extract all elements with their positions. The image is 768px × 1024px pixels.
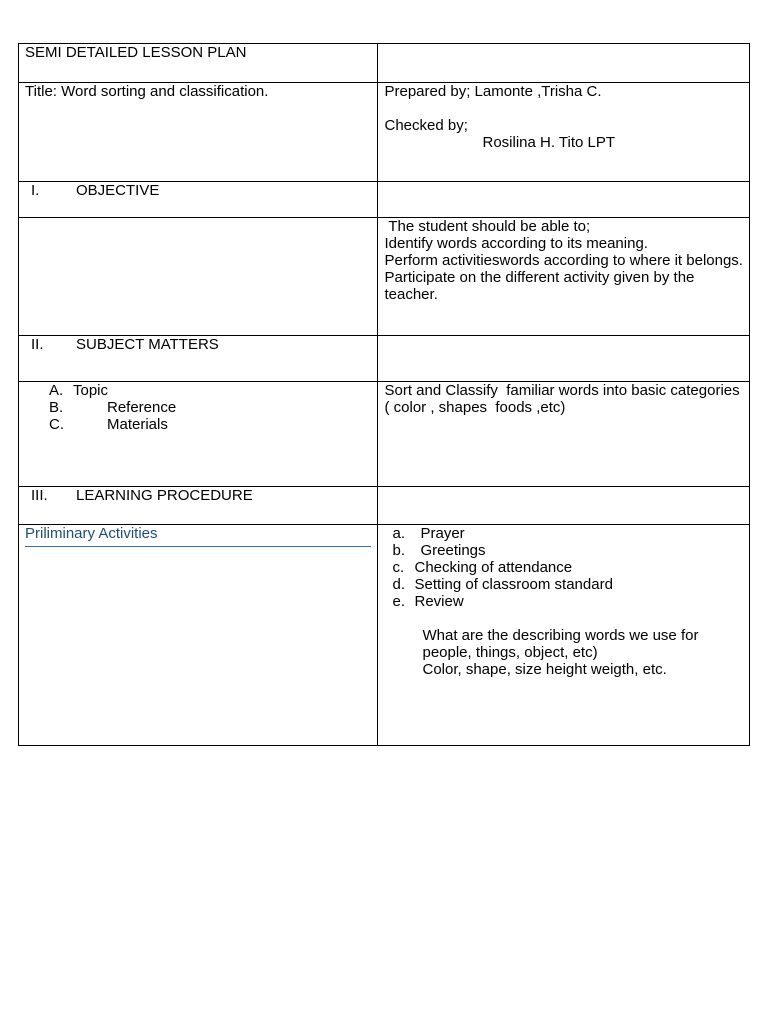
info-row — [19, 83, 750, 182]
section-heading: LEARNING PROCEDURE — [76, 487, 253, 504]
list-letter: c. — [392, 559, 405, 576]
section-number: II. — [31, 336, 44, 353]
section-heading: SUBJECT MATTERS — [76, 336, 219, 353]
blank-line — [392, 610, 743, 627]
list-label: Topic — [73, 382, 109, 399]
subject-heading — [25, 336, 371, 353]
list-letter: B. — [49, 399, 64, 416]
objective-item: Identify words according to its meaning. — [384, 235, 648, 252]
checked-by-name: Rosilina H. Tito LPT — [482, 134, 616, 151]
list-letter: b. — [392, 542, 405, 559]
lesson-title: Title: Word sorting and classification. — [25, 83, 269, 100]
section-number: III. — [31, 487, 48, 504]
checked-by-label: Checked by; — [384, 117, 468, 134]
list-letter: C. — [49, 416, 64, 433]
header-row — [19, 44, 750, 83]
procedure-heading-empty-cell — [378, 487, 750, 525]
list-label: Materials — [107, 416, 168, 433]
preliminary-cell — [19, 525, 378, 746]
list-item — [392, 542, 743, 559]
objective-item: Participate on the different activity given by the teacher. — [384, 269, 695, 303]
procedure-heading-row — [19, 487, 750, 525]
list-item — [49, 382, 371, 399]
objective-heading-empty-cell — [378, 182, 750, 218]
list-letter: a. — [392, 525, 405, 542]
procedure-heading — [25, 487, 371, 504]
procedure-content-row — [19, 525, 750, 746]
objective-heading-cell — [19, 182, 378, 218]
topic-text: Sort and Classify familiar words into basic categories ( color , shapes foods ,etc) — [384, 382, 744, 416]
subject-heading-row — [19, 336, 750, 382]
list-item — [392, 525, 743, 542]
subject-heading-cell — [19, 336, 378, 382]
list-letter: d. — [392, 576, 405, 593]
document-title: SEMI DETAILED LESSON PLAN — [25, 44, 247, 61]
objective-heading — [25, 182, 371, 199]
list-label: Setting of classroom standard — [414, 576, 613, 593]
list-item — [49, 399, 371, 416]
list-letter: A. — [49, 382, 64, 399]
objective-content-row — [19, 218, 750, 336]
objective-item: Perform activitieswords according to where it belongs. — [384, 252, 743, 269]
subject-content-row — [19, 382, 750, 487]
procedure-list — [384, 525, 743, 678]
subject-heading-empty-cell — [378, 336, 750, 382]
prepared-by: Prepared by; Lamonte ,Trisha C. — [384, 83, 602, 100]
list-label: Reference — [107, 399, 177, 416]
list-letter: e. — [392, 593, 405, 610]
procedure-list-cell — [378, 525, 750, 746]
section-heading: OBJECTIVE — [76, 182, 160, 199]
objective-empty-cell — [19, 218, 378, 336]
subject-list-cell — [19, 382, 378, 487]
list-label: Prayer — [420, 525, 465, 542]
list-label: Review — [414, 593, 464, 610]
header-empty-cell — [378, 44, 750, 83]
list-item — [392, 559, 743, 576]
review-answer: Color, shape, size height weigth, etc. — [422, 661, 667, 678]
objective-intro: The student should be able to; — [384, 218, 591, 235]
title-cell — [19, 83, 378, 182]
review-question: What are the describing words we use for people, things, object, etc) — [422, 627, 699, 661]
list-item — [392, 593, 743, 610]
prepared-cell — [378, 83, 750, 182]
section-number: I. — [31, 182, 40, 199]
list-item — [392, 576, 743, 593]
preliminary-activities-heading: Priliminary Activities — [25, 525, 371, 547]
lesson-plan-table — [18, 43, 750, 746]
objective-content-cell — [378, 218, 750, 336]
procedure-heading-cell — [19, 487, 378, 525]
list-label: Checking of attendance — [414, 559, 573, 576]
objective-heading-row — [19, 182, 750, 218]
subject-list — [25, 382, 371, 433]
header-cell — [19, 44, 378, 83]
subject-topic-cell — [378, 382, 750, 487]
list-item — [49, 416, 371, 433]
blank-line — [384, 100, 743, 117]
list-label: Greetings — [420, 542, 486, 559]
